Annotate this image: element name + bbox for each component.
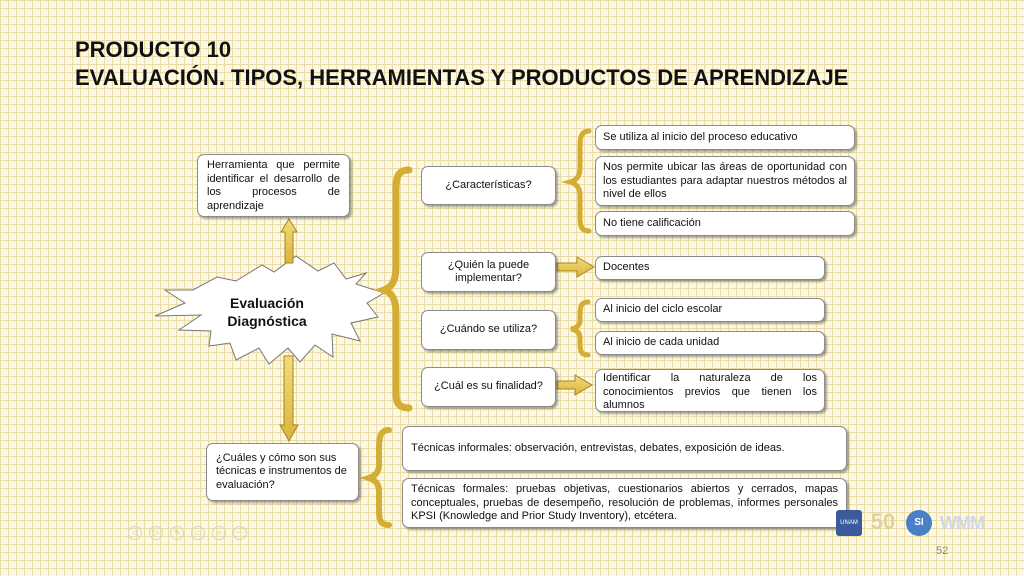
- next-icon[interactable]: ▷: [149, 526, 163, 540]
- answer-quien: Docentes: [595, 256, 825, 280]
- si-logo: SI: [906, 510, 932, 536]
- question-caracteristicas: ¿Características?: [421, 166, 556, 205]
- answer-car-3: No tiene calificación: [595, 211, 855, 236]
- wm-logo: WMM: [940, 513, 984, 533]
- anniversary-50-logo: 50: [870, 509, 896, 534]
- technique-formal: Técnicas formales: pruebas objetivas, cuestionarios abiertos y cerrados, mapas conceptuales, pruebas de desempeño, resolución de problemas, informes personales KPSI (Knowledge and Prior Study Inventory), etcétera.: [402, 478, 847, 528]
- definition-box: Herramienta que permite identificar el desarrollo de los procesos de aprendizaje: [197, 154, 350, 217]
- pen-icon[interactable]: ✎: [170, 526, 184, 540]
- question-cuando: ¿Cuándo se utiliza?: [421, 310, 556, 350]
- curly-brace-icon: [570, 131, 589, 231]
- page-number: 52: [936, 545, 949, 557]
- answer-finalidad: Identificar la naturaleza de los conocimientos previos que tienen los alumnos: [595, 369, 825, 412]
- more-icon[interactable]: ⋯: [233, 526, 247, 540]
- answer-car-1: Se utiliza al inicio del proceso educativo: [595, 125, 855, 150]
- slideshow-toolbar: [128, 526, 247, 540]
- previous-icon[interactable]: ◁: [128, 526, 142, 540]
- question-quien: ¿Quién la puede implementar?: [421, 252, 556, 292]
- technique-informal: Técnicas informales: observación, entrevistas, debates, exposición de ideas.: [402, 426, 847, 471]
- answer-cuando-2: Al inicio de cada unidad: [595, 331, 825, 355]
- unam-logo: UNAM: [836, 510, 862, 536]
- answer-car-2: Nos permite ubicar las áreas de oportunidad con los estudiantes para adaptar nuestros métodos al nivel de ellos: [595, 156, 855, 206]
- arrow-down-icon: [280, 356, 298, 441]
- curly-brace-icon: [384, 170, 409, 408]
- center-node-label: [205, 294, 329, 330]
- curly-brace-icon: [369, 430, 389, 525]
- center-line-1: Evaluación: [230, 295, 304, 311]
- arrow-right-icon: [557, 257, 594, 277]
- arrow-right-icon: [557, 375, 592, 395]
- zoom-icon[interactable]: ⌕: [212, 526, 226, 540]
- curly-brace-icon: [571, 302, 588, 355]
- answer-cuando-1: Al inicio del ciclo escolar: [595, 298, 825, 322]
- techniques-question-box: ¿Cuáles y cómo son sus técnicas e instrumentos de evaluación?: [206, 443, 359, 501]
- title-line-2: EVALUACIÓN. TIPOS, HERRAMIENTAS Y PRODUCTOS DE APRENDIZAJE: [75, 65, 849, 90]
- slides-icon[interactable]: ▭: [191, 526, 205, 540]
- question-finalidad: ¿Cuál es su finalidad?: [421, 367, 556, 407]
- title-line-1: PRODUCTO 10: [75, 37, 232, 62]
- center-line-2: Diagnóstica: [227, 313, 307, 329]
